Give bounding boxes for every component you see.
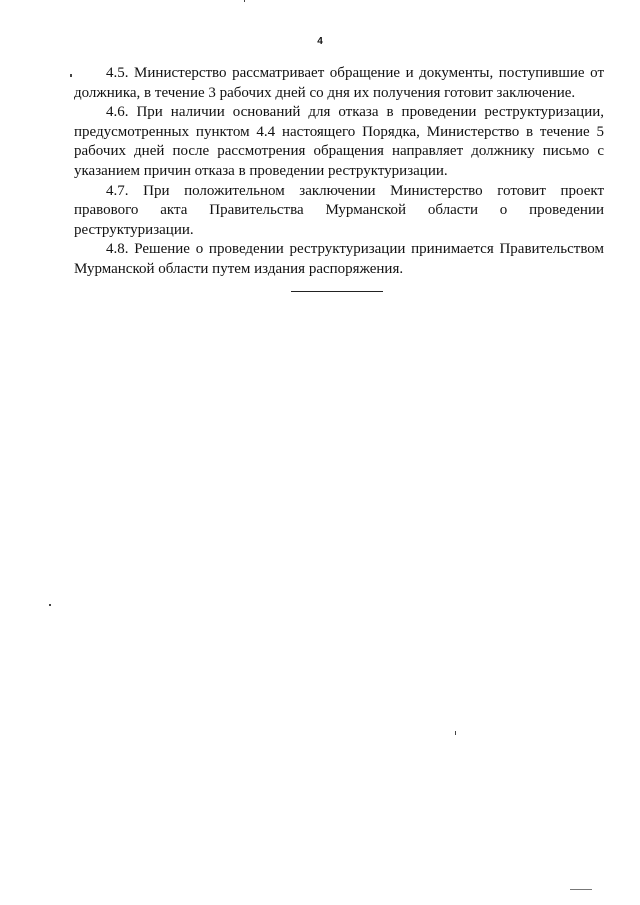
scan-speck [49, 604, 51, 606]
paragraph-4-5: 4.5. Министерство рассматривает обращение и документы, поступившие от должника, в течение 3 рабочих дней со дня их получения готовит заключение. [74, 65, 604, 101]
scan-speck [455, 731, 456, 735]
document-body [74, 64, 604, 280]
page-number: 4 [317, 36, 323, 47]
paragraph-4-8: 4.8. Решение о проведении реструктуризации принимается Правительством Мурманской области путем издания распоряжения. [74, 241, 604, 277]
paragraph-4-6: 4.6. При наличии оснований для отказа в проведении реструктуризации, предусмотренных пунктом 4.4 настоящего Порядка, Министерство в течение 5 рабочих дней после рассмотрения обращения направляет должнику письмо с указанием причин отказа в проведении реструктуризации. [74, 104, 604, 179]
scan-speck [70, 74, 72, 77]
paragraph-4-7: 4.7. При положительном заключении Министерство готовит проект правового акта Правительства Мурманской области о проведении реструктуризации. [74, 182, 604, 238]
scan-speck [570, 889, 592, 890]
end-separator-line [291, 291, 383, 292]
scan-speck [244, 0, 245, 2]
